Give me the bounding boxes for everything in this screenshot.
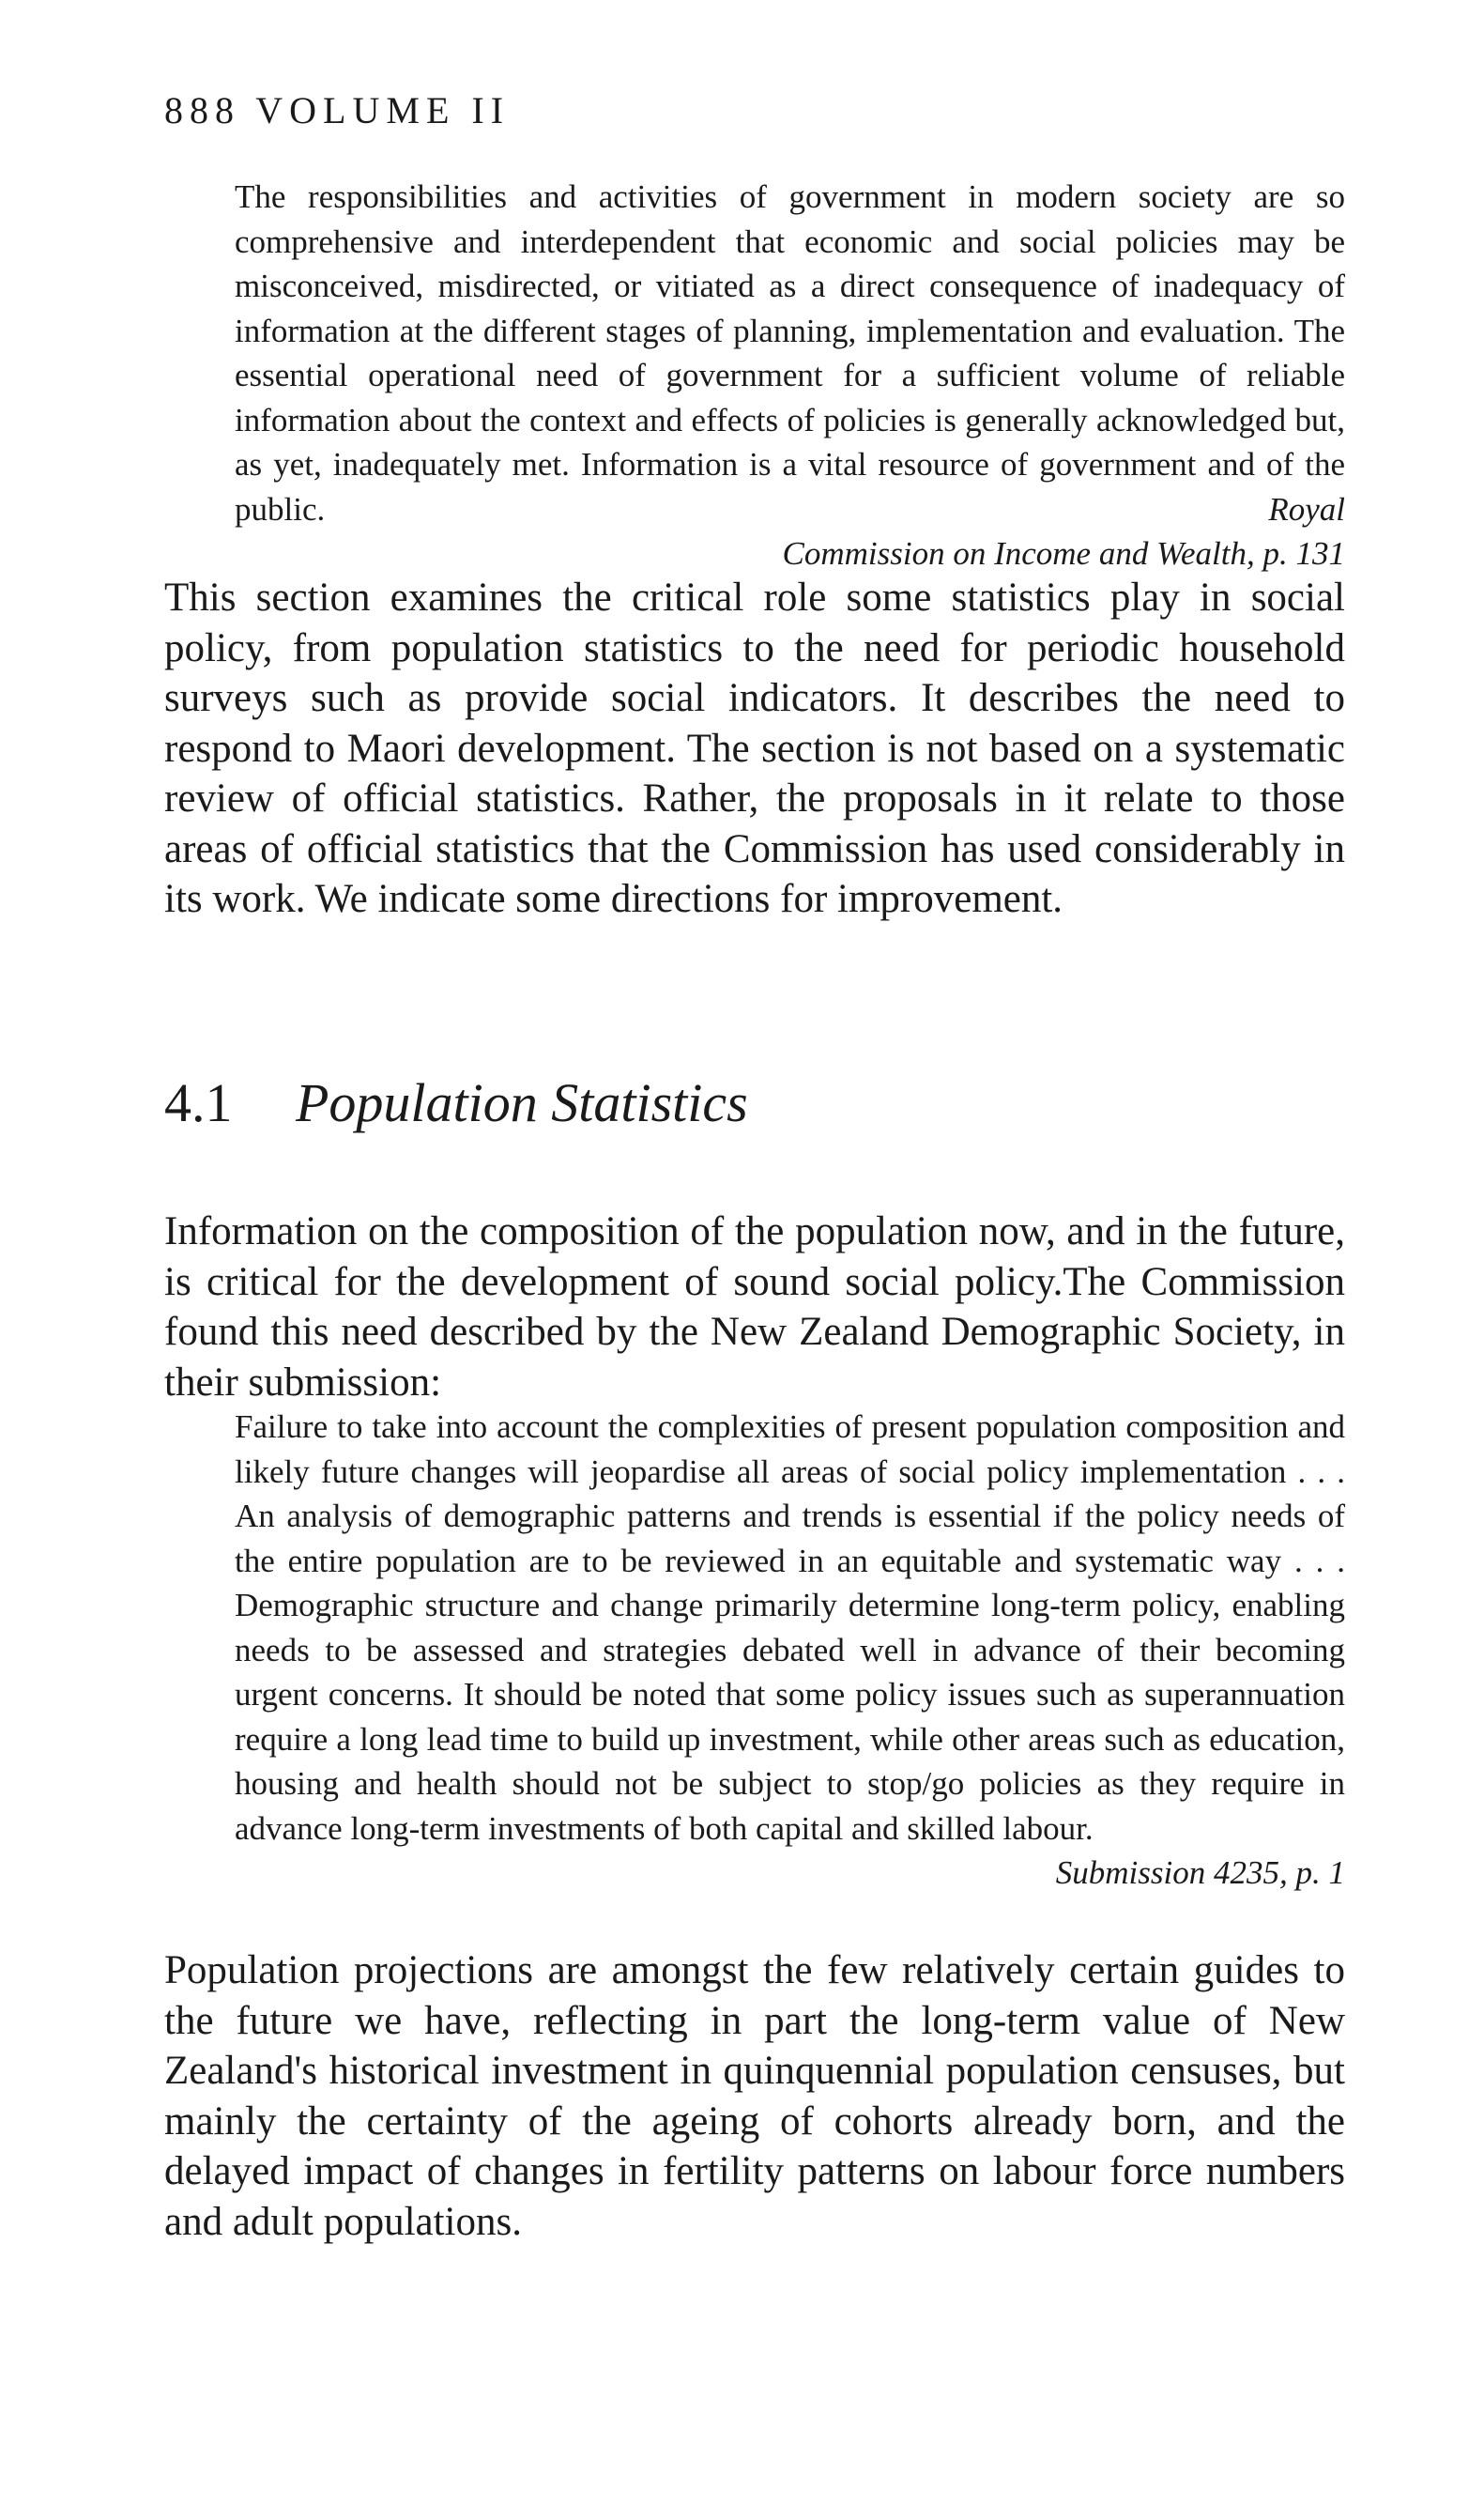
submission-quote-text: Failure to take into account the complexities of present population composition and likely future changes will jeopardise all areas of social policy implementation . . . An analysis of demographic patterns and trends is essential if the policy needs of the entire population are to be reviewed in an equitable and systematic way . . . Demographic structure and change primarily determine long-term policy, enabling needs to be assessed and strategies debated well in advance of their becoming urgent concerns. It should be noted that some policy issues such as superannuation require a long lead time to build up investment, while other areas such as education, housing and health should not be subject to stop/go policies as they require in advance long-term investments of both capital and skilled labour.: [235, 1408, 1345, 1847]
section-title: Population Statistics: [296, 1072, 748, 1133]
volume-label: VOLUME II: [255, 89, 511, 131]
section-paragraph: Information on the composition of the population now, and in the future, is critical for the development of sound social policy.The Commission found this need described by the New Zealand Demographic Society, in their submission:: [164, 1209, 1345, 1405]
intro-paragraph: This section examines the critical role some statistics play in social policy, from population statistics to the need for periodic household surveys such as provide social indicators. It describes the need to respond to Maori development. The section is not based on a systematic review of official statistics. Rather, the proposals in it relate to those areas of official statistics that the Commission has used considerably in its work. We indicate some directions for improvement.: [164, 576, 1345, 921]
epigraph-attribution-start: Royal: [1268, 490, 1345, 528]
submission-attribution: Submission 4235, p. 1: [1055, 1854, 1345, 1891]
running-header: [164, 89, 511, 131]
section-heading: [164, 1070, 748, 1136]
closing-paragraph: Population projections are amongst the few relatively certain guides to the future we have, reflecting in part the long-term value of New Zealand's historical investment in quinquennial population censuses, but mainly the certainty of the ageing of cohorts already born, and the delayed impact of changes in fertility patterns on labour force numbers and adult populations.: [164, 1948, 1345, 2244]
page-number: 888: [164, 89, 240, 131]
epigraph-quote: [235, 175, 1345, 576]
submission-quote: [235, 1405, 1345, 1896]
epigraph-attribution: Commission on Income and Wealth, p. 131: [782, 535, 1345, 572]
epigraph-text: The responsibilities and activities of government in modern society are so comprehensive and interdependent that economic and social policies may be misconceived, misdirected, or vitiated as a direct consequence of inadequacy of information at the different stages of planning, implementation and evaluation. The essential operational need of government for a sufficient volume of reliable information about the context and effects of policies is generally acknowledged but, as yet, inadequately met. Information is a vital resource of government and of the public.: [235, 178, 1345, 528]
section-number: 4.1: [164, 1072, 233, 1133]
